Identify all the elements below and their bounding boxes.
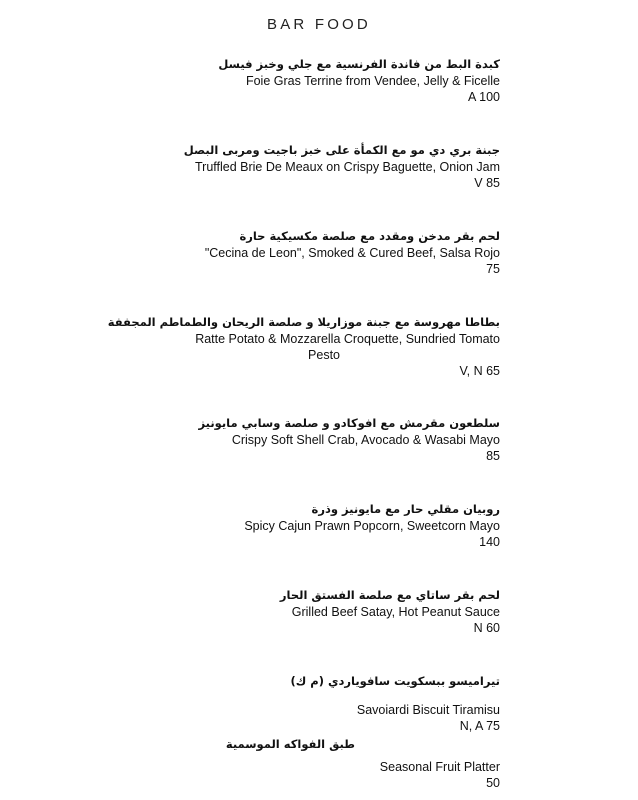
menu-item (80, 501, 500, 550)
menu-title: BAR FOOD (267, 16, 371, 33)
item-price: V 85 (474, 176, 500, 190)
item-price: V, N 65 (459, 364, 500, 378)
item-english-name-continued: Pesto (308, 348, 340, 362)
item-arabic-name: لحم بقر ساتاي مع صلصة الفستق الحار (279, 588, 500, 602)
item-price: 75 (486, 262, 500, 276)
item-english-name: Crispy Soft Shell Crab, Avocado & Wasabi Mayo (231, 433, 500, 447)
item-price: N 60 (473, 621, 500, 635)
menu-item (80, 56, 500, 105)
item-arabic-name: طبق الفواكه الموسمية (225, 737, 355, 751)
item-arabic-name: بطاطا مهروسة مع جبنة موزاريلا و صلصة الريحان والطماطم المجففة (107, 315, 500, 329)
menu-item (80, 228, 500, 277)
item-english-name: Savoiardi Biscuit Tiramisu (356, 703, 500, 717)
menu-item (80, 587, 500, 636)
menu-item (80, 736, 500, 791)
item-english-name: Truffled Brie De Meaux on Crispy Baguette, Onion Jam (194, 160, 500, 174)
item-price: 140 (479, 535, 500, 549)
menu-item (80, 415, 500, 464)
item-price: A 100 (468, 90, 500, 104)
item-price: N, A 75 (459, 719, 500, 733)
item-arabic-name: تيراميسو ببسكويت سافوياردي (م ك) (290, 674, 500, 688)
item-english-name: "Cecina de Leon", Smoked & Cured Beef, Salsa Rojo (204, 246, 500, 260)
item-arabic-name: روبيان مقلي حار مع مايونيز وذرة (311, 502, 500, 516)
menu-item (80, 314, 500, 379)
item-english-name: Grilled Beef Satay, Hot Peanut Sauce (291, 605, 500, 619)
item-price: 50 (486, 776, 500, 790)
item-arabic-name: كبدة البط من فاندة الفرنسية مع جلي وخبز فيسل (218, 57, 500, 71)
item-english-name: Spicy Cajun Prawn Popcorn, Sweetcorn Mayo (244, 519, 500, 533)
item-english-name: Foie Gras Terrine from Vendee, Jelly & Ficelle (245, 74, 500, 88)
item-arabic-name: سلطعون مقرمش مع افوكادو و صلصة وسابي مايونيز (198, 416, 500, 430)
menu-item (80, 673, 500, 734)
spacer (80, 690, 500, 702)
item-english-name: Ratte Potato & Mozzarella Croquette, Sundried Tomato (195, 332, 500, 346)
menu-item (80, 142, 500, 191)
item-english-name: Seasonal Fruit Platter (379, 760, 500, 774)
item-price: 85 (486, 449, 500, 463)
item-arabic-name: جبنة بري دي مو مع الكمأة على خبز باجيت ومربى البصل (183, 143, 500, 157)
item-arabic-name: لحم بقر مدخن ومقدد مع صلصة مكسيكية حارة (239, 229, 500, 243)
